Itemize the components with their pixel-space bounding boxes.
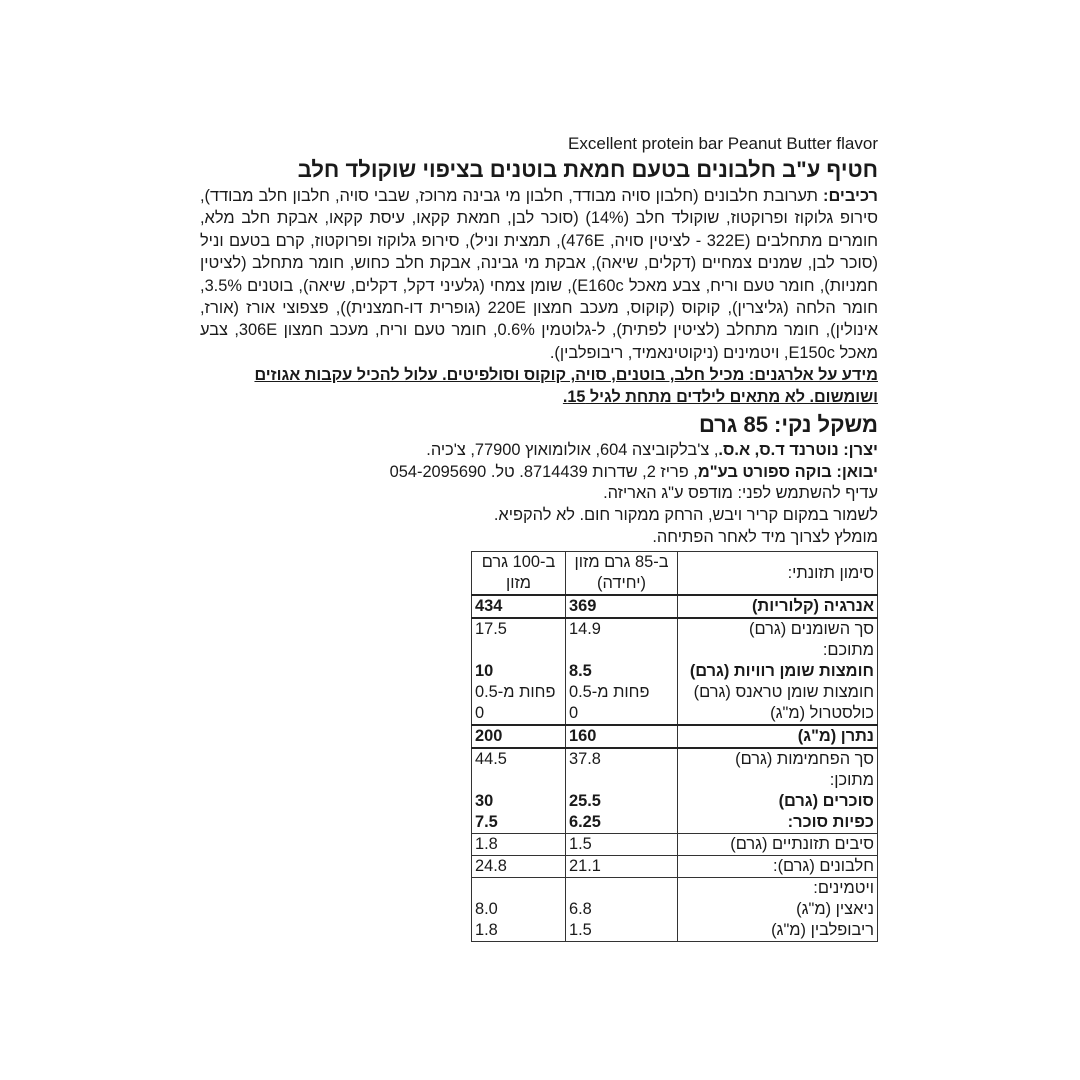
saturated-fat-label: חומצות שומן רוויות (גרם) [689,662,874,681]
nutrition-row-energy [472,595,878,618]
best-before: עדיף להשתמש לפני: מודפס ע"ג האריזה. [603,484,878,503]
blank-cell [569,770,674,791]
consume-instructions: מומלץ לצרוך מיד לאחר הפתיחה. [652,527,878,546]
cholesterol-per-100g: 0 [475,704,485,723]
hebrew-product-name: חטיף ע"ב חלבונים בטעם חמאת בוטנים בציפוי שוקולד חלב [297,157,878,182]
carbs-per-unit-value: 37.8 [569,750,601,769]
riboflavin-per-unit: 1.5 [569,921,592,940]
cholesterol-label: כולסטרול (מ"ג) [770,704,874,723]
sugars-per-100g: 30 [475,792,494,811]
niacin-per-100g: 8.0 [475,900,498,919]
blank-cell [475,640,562,661]
protein-per-unit: 21.1 [566,856,678,878]
energy-per-100g: 434 [472,595,566,618]
blank-cell [475,878,562,899]
nutrition-row-sodium [472,725,878,748]
carbs-of-which-label: מתוכן: [829,771,874,790]
trans-fat-label: חומצות שומן טראנס (גרם) [693,683,874,702]
riboflavin-per-100g: 1.8 [475,921,498,940]
fats-per-100g [472,618,566,725]
fats-per-unit [566,618,678,725]
sugar-spoons-per-100g: 7.5 [475,813,498,832]
nutrition-header-label: סימון תזונתי: [678,552,878,596]
vitamins-label: ויטמינים: [813,879,874,898]
saturated-fat-per-unit: 8.5 [569,662,592,681]
sugar-spoons-per-unit: 6.25 [569,813,601,832]
protein-label: חלבונים (גרם): [678,856,878,878]
cholesterol-per-unit: 0 [569,704,579,723]
allergen-info: מידע על אלרגנים: מכיל חלב, בוטנים, סויה, קוקוס וסולפיטים. עלול להכיל עקבות אגוזים ושומשום. לא מתאים לילדים מתחת לגיל 15. [254,366,878,407]
saturated-fat-per-100g: 10 [475,662,494,681]
trans-fat-per-100g: פחות מ-0.5 [475,683,556,702]
manufacturer-line [200,440,878,462]
energy-label: אנרגיה (קלוריות) [678,595,878,618]
nutrition-row-fats [472,618,878,725]
carbs-per-100g [472,748,566,834]
product-label [200,133,878,942]
fiber-label: סיבים תזונתיים (גרם) [678,834,878,856]
niacin-label: ניאצין (מ"ג) [796,900,874,919]
carbs-label: סך הפחמימות (גרם) [735,750,874,769]
ingredients-text: תערובת חלבונים (חלבון סויה מבודד, חלבון מי גבינה מרוכז, שבבי סויה, חלבון חלב מבודד), סירופ גלוקוז ופרוקטוז, שוקולד חלב (14%) (סוכר לבן, חמאת קקאו, עיסת קקאו, אבקת חלב מלא, חומרים מתחלבים (E‏322 - לציטין סויה, E‏476), תמצית וניל), סירופ גלוקוז ופרוקטוז, קרם בטעם וניל (סוכר לבן, שמנים צמחיים (דקלים, שיאה), אבקת מי גבינה, אבקת חלב כחוש, חומר מתחלב (לציטין חמניות), חומר טעם וריח, צבע מאכל E160c), שומן צמחי (גלעיני דקל, דקלים, שיאה), בוטנים 3.5%, חומר הלחה (גליצרין), קוקוס (קוקוס, מעכב חמצון E‏220 (גופרית דו-חמצנית)), פצפוצי אורז (אורז, אינולין), חומר מתחלב (לציטין לפתית), ל-גלוטמין 0.6%, חומר טעם וריח, מעכב חמצון E‏306, צבע מאכל E150c, ויטמינים (ניקוטינאמיד, ריבופלבין). [200,187,879,362]
sodium-per-100g: 200 [472,725,566,748]
fiber-per-unit: 1.5 [566,834,678,856]
nutrition-row-protein [472,856,878,878]
fat-total-label: סך השומנים (גרם) [749,620,874,639]
importer-line [200,462,878,484]
blank-cell [475,770,562,791]
manufacturer-address: , צ'בלקוביצה 604, אולומואוץ 77900, צ'כיה. [426,441,719,460]
carbs-per-unit [566,748,678,834]
nutrition-row-carbs [472,748,878,834]
nutrition-table [471,551,878,942]
blank-cell [569,640,674,661]
sodium-label: נתרן (מ"ג) [678,725,878,748]
vitamins-labels [678,878,878,942]
sugars-per-unit: 25.5 [569,792,601,811]
sugars-label: סוכרים (גרם) [778,792,874,811]
net-weight: משקל נקי: 85 גרם [698,412,878,438]
nutrition-header-row [472,552,878,596]
blank-cell [569,878,674,899]
english-product-name: Excellent protein bar Peanut Butter flavor [568,134,878,153]
importer-label: יבואן: בוקה ספורט בע"מ [697,462,878,481]
vitamins-per-100g [472,878,566,942]
carbs-labels [678,748,878,834]
carbs-per-100g-value: 44.5 [475,750,507,769]
trans-fat-per-unit: פחות מ-0.5 [569,683,650,702]
nutrition-row-vitamins [472,878,878,942]
riboflavin-label: ריבופלבין (מ"ג) [771,921,874,940]
fat-total-per-unit: 14.9 [569,620,601,639]
vitamins-per-unit [566,878,678,942]
fat-total-per-100g: 17.5 [475,620,507,639]
niacin-per-unit: 6.8 [569,900,592,919]
ingredients-paragraph [200,185,878,364]
manufacturer-label: יצרן: נוטרנד ד.ס, א.ס. [718,441,878,460]
fiber-per-100g: 1.8 [472,834,566,856]
fats-labels [678,618,878,725]
nutrition-header-per-100g: ב-100 גרם מזון [472,552,566,596]
sugar-spoons-label: כפיות סוכר: [787,813,874,832]
nutrition-header-per-unit: ב-85 גרם מזון (יחידה) [566,552,678,596]
fat-of-which-label: מתוכם: [822,641,874,660]
protein-per-100g: 24.8 [472,856,566,878]
storage-instructions: לשמור במקום קריר ויבש, הרחק ממקור חום. לא להקפיא. [493,506,878,525]
sodium-per-unit: 160 [566,725,678,748]
ingredients-label: רכיבים: [822,187,878,205]
energy-per-unit: 369 [566,595,678,618]
importer-address: , פריז 2, שדרות 8714439. טל. 054-2095690 [389,462,698,481]
nutrition-row-fiber [472,834,878,856]
